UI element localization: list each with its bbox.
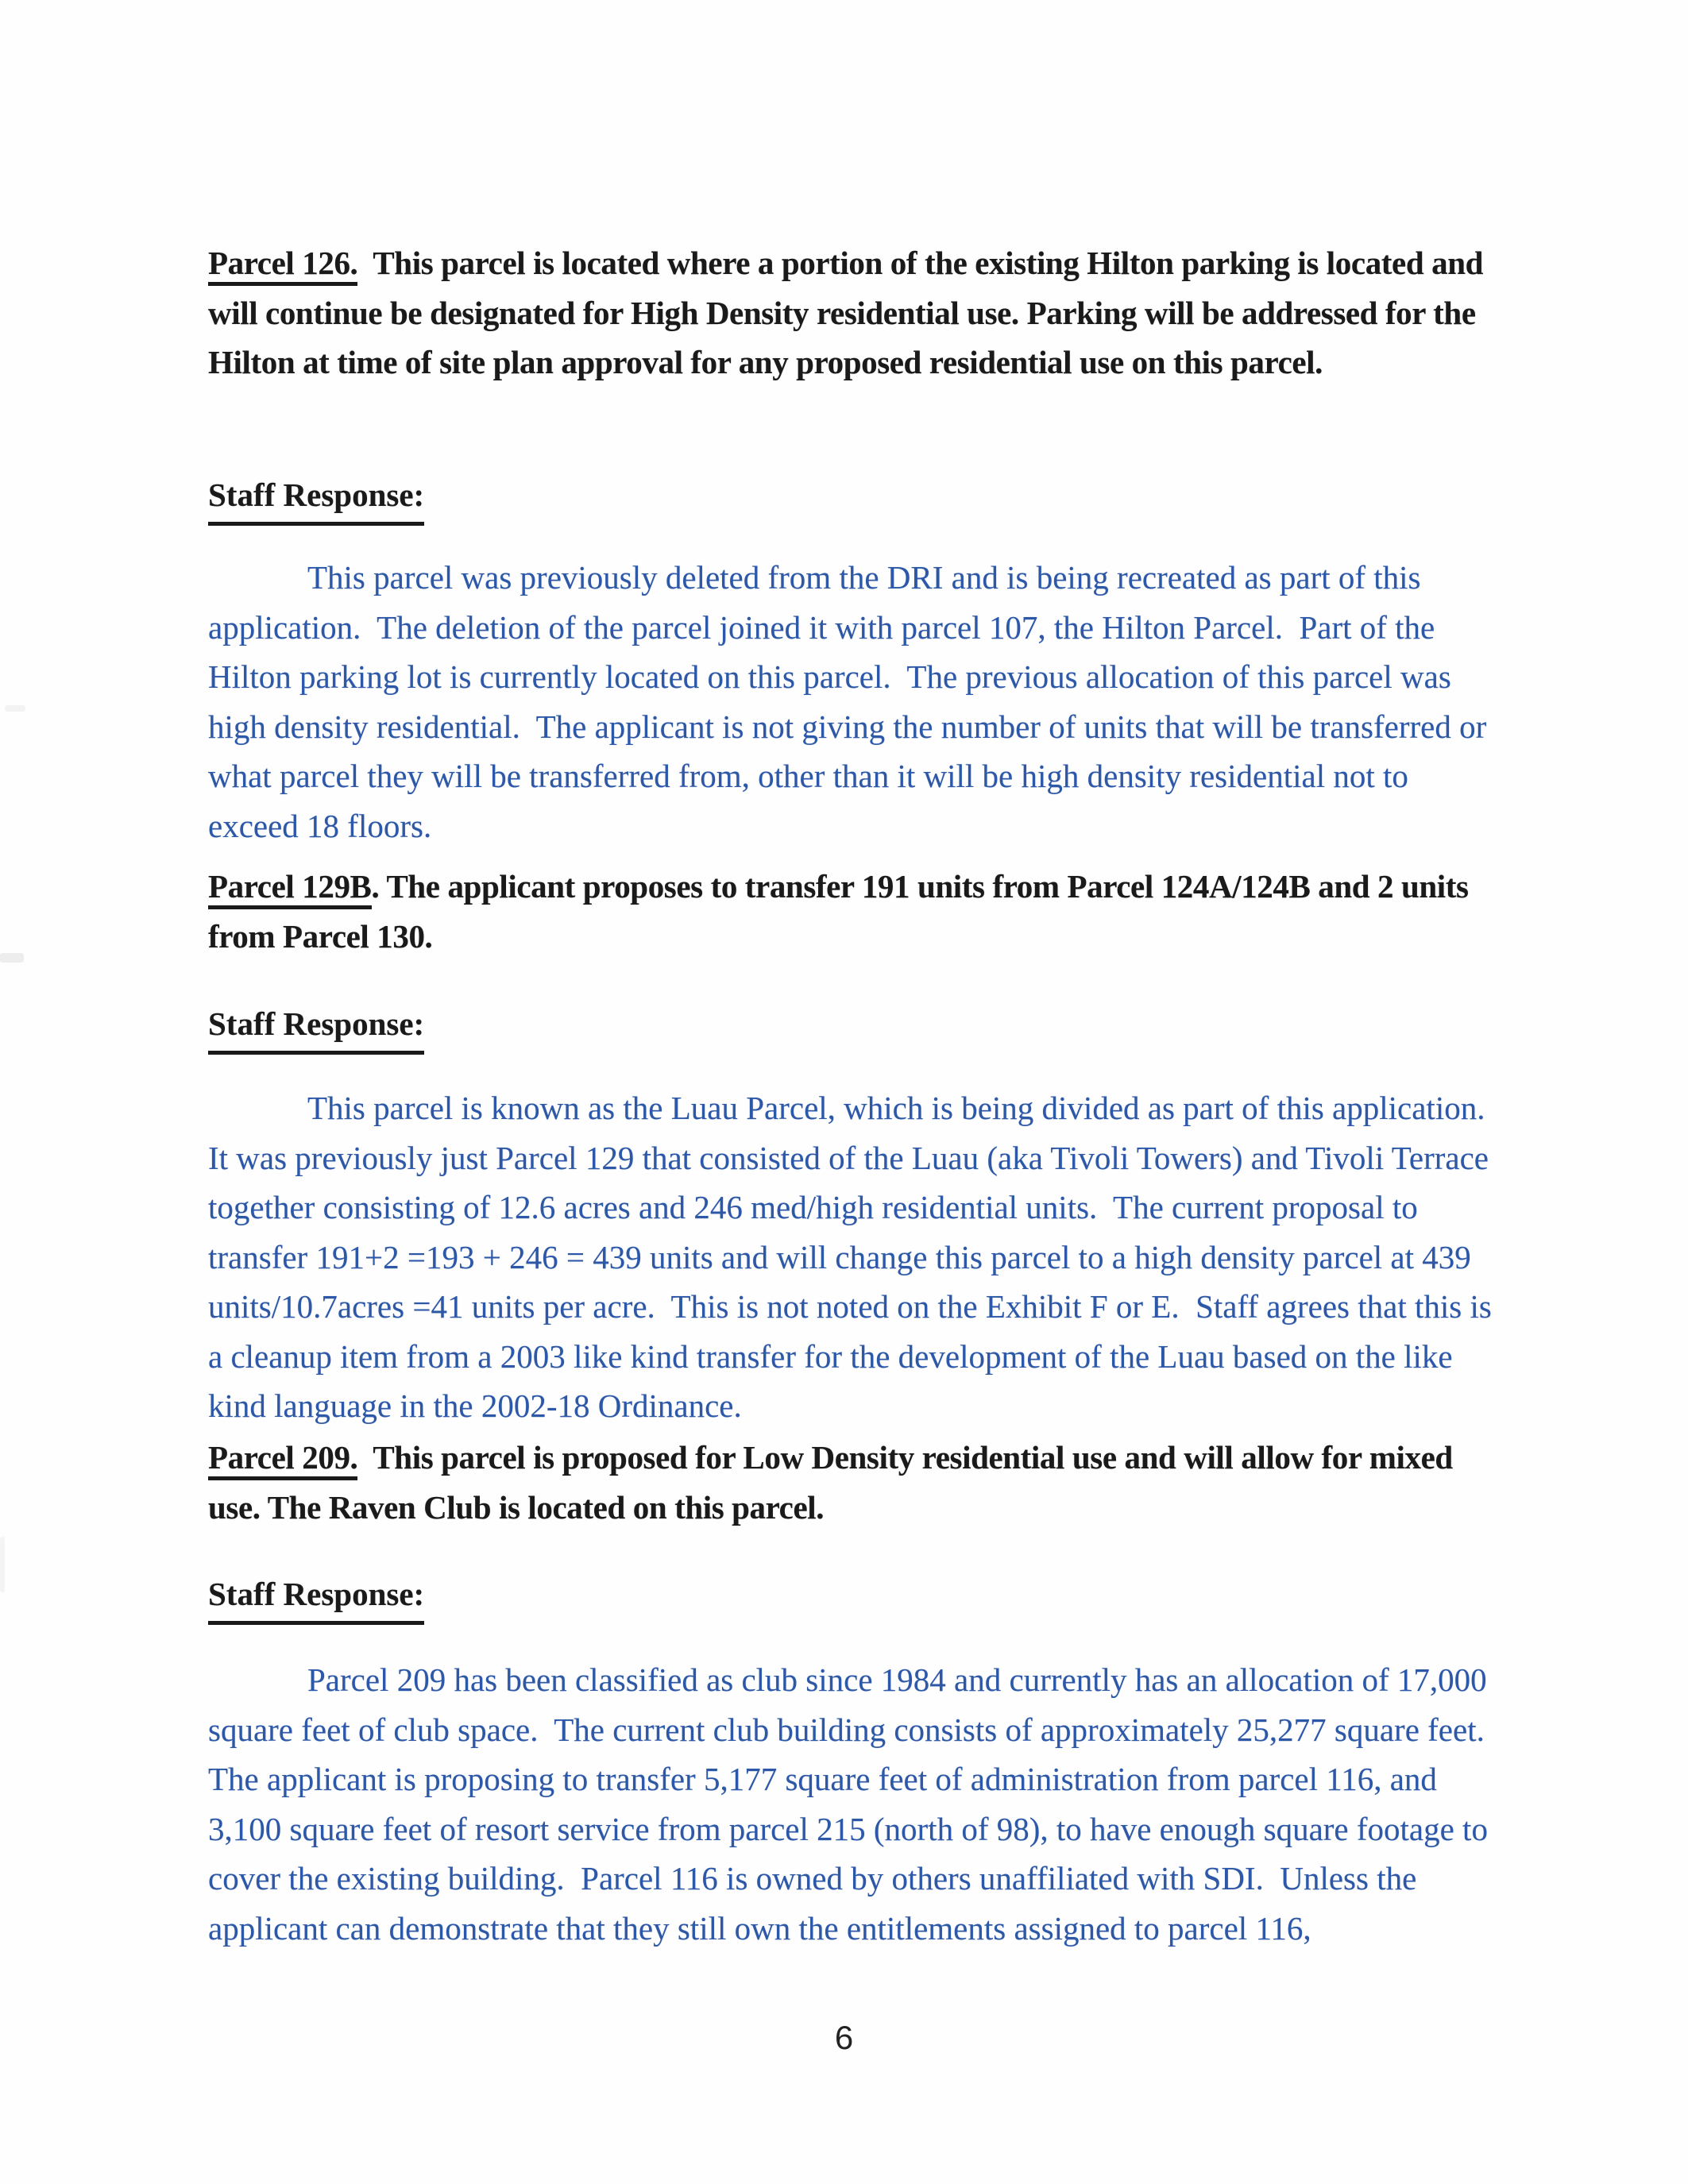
staff-response-heading-1	[208, 470, 1495, 526]
staff-response-label-2: Staff Response:	[208, 999, 424, 1055]
scan-artifact	[5, 705, 25, 712]
parcel-129b-heading	[208, 862, 1495, 961]
staff-response-heading-3	[208, 1569, 1495, 1625]
staff-response-paragraph-3: Parcel 209 has been classified as club since 1984 and currently has an allocation of 17,000 square feet of club space. The current club building consists of approximately 25,277 square feet. The applicant is proposing to transfer 5,177 square feet of administration from parcel 116, and 3,100 square feet of resort service from parcel 215 (north of 98), to have enough square footage to cover the existing building. Parcel 116 is owned by others unaffiliated with SDI. Unless the applicant can demonstrate that they still own the entitlements assigned to parcel 116,	[208, 1661, 1497, 1947]
staff-response-paragraph-2: This parcel is known as the Luau Parcel, which is being divided as part of this application. It was previously just Parcel 129 that consisted of the Luau (aka Tivoli Towers) and Tivoli Terrace together consisting of 12.6 acres and 246 med/high residential units. The current proposal to transfer 191+2 =193 + 246 = 439 units and will change this parcel to a high density parcel at 439 units/10.7acres =41 units per acre. This is not noted on the Exhibit F or E. Staff agrees that this is a cleanup item from a 2003 like kind transfer for the development of the Luau based on the like kind language in the 2002-18 Ordinance.	[208, 1090, 1501, 1424]
parcel-126-heading-text: This parcel is located where a portion of the existing Hilton parking is located and will continue be designated for High Density residential use. Parking will be addressed for the Hilton at time of site plan approval for any proposed residential use on this parcel.	[208, 245, 1491, 380]
page-number: 6	[834, 2019, 854, 2056]
parcel-209-heading-text: This parcel is proposed for Low Density residential use and will allow for mixed use. The Raven Club is located on this parcel.	[208, 1439, 1461, 1526]
staff-response-label-1: Staff Response:	[208, 470, 424, 526]
scan-artifact	[0, 953, 24, 963]
parcel-209-heading	[208, 1433, 1495, 1532]
staff-response-heading-2	[208, 999, 1495, 1055]
parcel-129b-heading-text: . The applicant proposes to transfer 191 units from Parcel 124A/124B and 2 units from Parcel 130.	[208, 868, 1477, 955]
staff-response-label-3: Staff Response:	[208, 1569, 424, 1625]
parcel-209-label: Parcel 209.	[208, 1439, 357, 1480]
staff-response-paragraph-1: This parcel was previously deleted from the DRI and is being recreated as part of this application. The deletion of the parcel joined it with parcel 107, the Hilton Parcel. Part of the Hilton parking lot is currently located on this parcel. The previous allocation of this parcel was high density residential. The applicant is not giving the number of units that will be transferred or what parcel they will be transferred from, other than it will be high density residential not to exceed 18 floors.	[208, 559, 1495, 844]
parcel-129b-label: Parcel 129B	[208, 868, 372, 909]
scan-artifact	[0, 1537, 5, 1592]
parcel-126-heading	[208, 238, 1495, 388]
parcel-126-label: Parcel 126.	[208, 245, 357, 286]
